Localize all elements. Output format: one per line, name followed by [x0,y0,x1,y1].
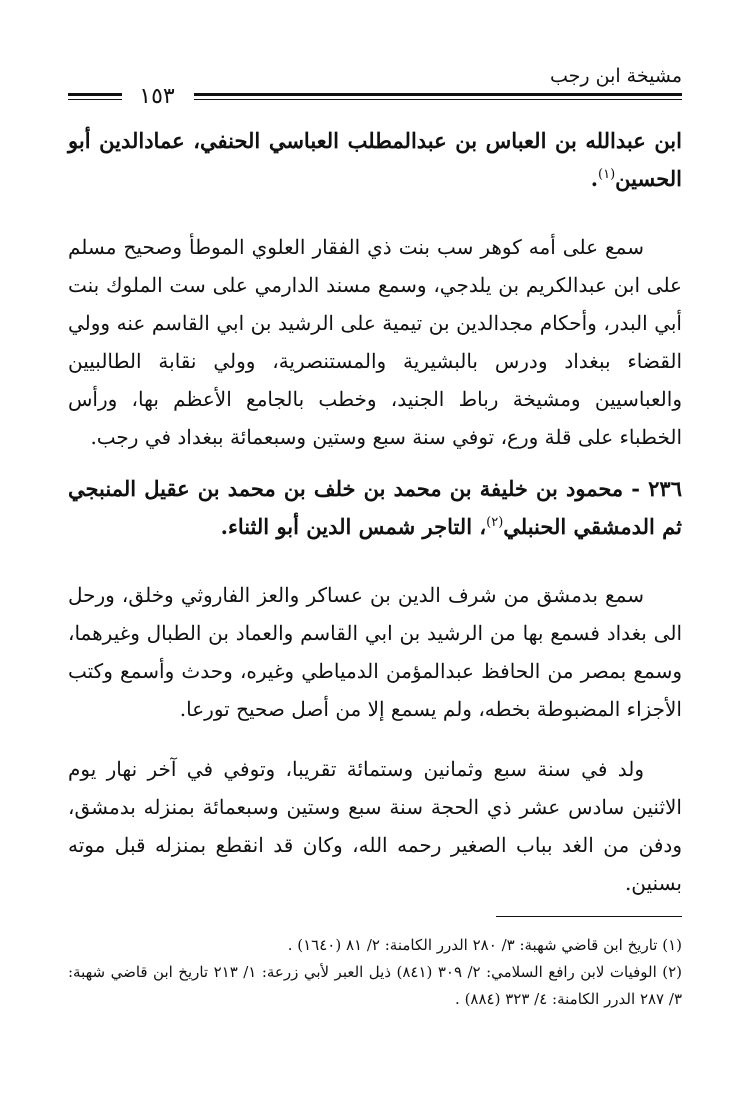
entry-heading-end: . [590,166,598,191]
footnote-separator [496,916,682,917]
entry-heading-text: ٢٣٦ - محمود بن خليفة بن محمد بن خلف بن محمد بن عقيل المنبجي ثم الدمشقي الحنبلي [68,476,682,539]
biography-paragraph-3: ولد في سنة سبع وثمانين وستمائة تقريبا، وتوفي في آخر نهار يوم الاثنين سادس عشر ذي الحجة سنة سبع وستين وسبعمائة بمنزله بدمشق، ودفن من الغد بباب الصغير رحمه الله، وكان قد انقطع بمنزله قبل موته بسنين. [68,757,682,895]
running-header-title: مشيخة ابن رجب [550,65,682,87]
entry-heading-continued [68,122,682,198]
entry-heading-text: ابن عبدالله بن العباس بن عبدالمطلب العباسي الحنفي، عمادالدين أبو الحسين [68,128,682,191]
biography-paragraph-1: سمع على أمه كوهر سب بنت ذي الفقار العلوي الموطأ وصحيح مسلم على ابن عبدالكريم بن يلدجي، وسمع مسند الدارمي على ست الملوك بنت أبي البدر، وأحكام مجدالدين بن تيمية على الرشيد بن ابي القاسم عنه وولي القضاء ببغداد ودرس بالبشيرية والمستنصرية، وولي نقابة الطالبيين والعباسيين ومشيخة رباط الجنيد، وخطب بالجامع الأعظم بها، ورأس الخطباء على قلة ورع، توفي سنة سبع وستين وسبعمائة ببغداد في رجب. [68,235,682,449]
header-rule-right [194,93,682,100]
page-number: ١٥٣ [139,84,175,109]
entry-heading-236 [68,470,682,546]
biography-paragraph-2: سمع بدمشق من شرف الدين بن عساكر والعز الفاروثي وخلق، ورحل الى بغداد فسمع بها من الرشيد بن ابي القاسم والعماد بن الطبال وغيرهما، وسمع بمصر من الحافظ عبدالمؤمن الدمياطي وغيره، وحدث وأسمع وكتب الأجزاء المضبوطة بخطه، ولم يسمع إلا من أصل صحيح تورعا. [68,583,682,721]
entry-heading-tail: ، التاجر شمس الدين أبو الثناء. [220,514,487,539]
footnote-ref-2: (٢) [486,515,504,530]
footnote-2: (٢) الوفيات لابن رافع السلامي: ٢/ ٣٠٩ (٨٤١) ذيل العبر لأبي زرعة: ١/ ٢١٣ تاريخ ابن قاضي شهبة: ٣/ ٢٨٧ الدرر الكامنة: ٤/ ٣٢٣ (٨٨٤) . [68,963,682,1008]
footnote-ref-1: (١) [598,167,616,182]
header-rule-left [68,93,122,100]
footnotes [68,932,682,1013]
footnote-1: (١) تاريخ ابن قاضي شهبة: ٣/ ٢٨٠ الدرر الكامنة: ٢/ ٨١ (١٦٤٠) . [287,936,682,954]
page-body [68,122,682,902]
